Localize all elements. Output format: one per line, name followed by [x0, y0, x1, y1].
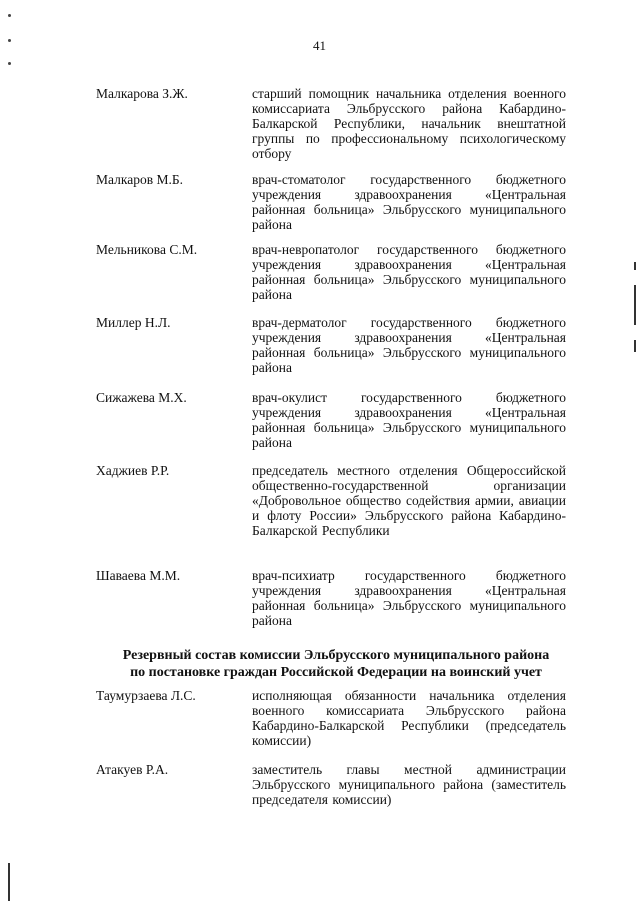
reserve-section-heading — [96, 647, 576, 681]
member-entry — [96, 86, 574, 161]
member-role: врач-дерматолог государственного бюджетного учреждения здравоохранения «Центральная районная больница» Эльбрусского муниципального района — [252, 315, 566, 375]
member-entry — [96, 463, 574, 538]
member-entry — [96, 172, 574, 232]
member-entry — [96, 390, 574, 450]
member-entry — [96, 315, 574, 375]
member-name: Сижажева М.Х. — [96, 390, 187, 405]
member-name: Хаджиев Р.Р. — [96, 463, 170, 478]
reserve-member-entry — [96, 762, 574, 807]
scan-mark — [634, 340, 636, 352]
member-name: Миллер Н.Л. — [96, 315, 171, 330]
scan-mark — [634, 262, 636, 270]
member-entry — [96, 568, 574, 628]
member-role: врач-невропатолог государственного бюджетного учреждения здравоохранения «Центральная районная больница» Эльбрусского муниципального района — [252, 242, 566, 302]
member-name: Малкаров М.Б. — [96, 172, 183, 187]
member-entry — [96, 242, 574, 302]
member-name: Мельникова С.М. — [96, 242, 198, 257]
member-role: исполняющая обязанности начальника отделения военного комиссариата Эльбрусского района Кабардино-Балкарской Республики (председатель комиссии) — [252, 688, 566, 748]
member-role: врач-окулист государственного бюджетного учреждения здравоохранения «Центральная районная больница» Эльбрусского муниципального района — [252, 390, 566, 450]
member-role: врач-психиатр государственного бюджетного учреждения здравоохранения «Центральная районная больница» Эльбрусского муниципального района — [252, 568, 566, 628]
scan-edge-mark — [8, 863, 10, 901]
member-name: Малкарова З.Ж. — [96, 86, 188, 101]
scan-speck — [8, 14, 11, 17]
member-role: председатель местного отделения Общероссийской общественно-государственной организации «Добровольное общество содействия армии, авиации и флоту России» Эльбрусского района Кабардино-Балкарской Республики — [252, 463, 566, 538]
page-number: 41 — [313, 38, 326, 53]
reserve-heading-line: по постановке граждан Российской Федерации на воинский учет — [130, 665, 542, 680]
scan-speck — [8, 62, 11, 65]
member-name: Шаваева М.М. — [96, 568, 181, 583]
member-role: старший помощник начальника отделения военного комиссариата Эльбрусского района Кабардино-Балкарской Республики, начальник внештатной группы по профессиональному психологическому отбору — [252, 86, 566, 161]
scan-mark — [634, 285, 636, 325]
member-role: врач-стоматолог государственного бюджетного учреждения здравоохранения «Центральная районная больница» Эльбрусского муниципального района — [252, 172, 566, 232]
member-name: Атакуев Р.А. — [96, 762, 169, 777]
reserve-heading-line: Резервный состав комиссии Эльбрусского муниципального района — [122, 648, 550, 663]
member-name: Таумурзаева Л.С. — [96, 688, 196, 703]
member-role: заместитель главы местной администрации Эльбрусского муниципального района (заместитель председателя комиссии) — [252, 762, 566, 807]
reserve-member-entry — [96, 688, 574, 748]
